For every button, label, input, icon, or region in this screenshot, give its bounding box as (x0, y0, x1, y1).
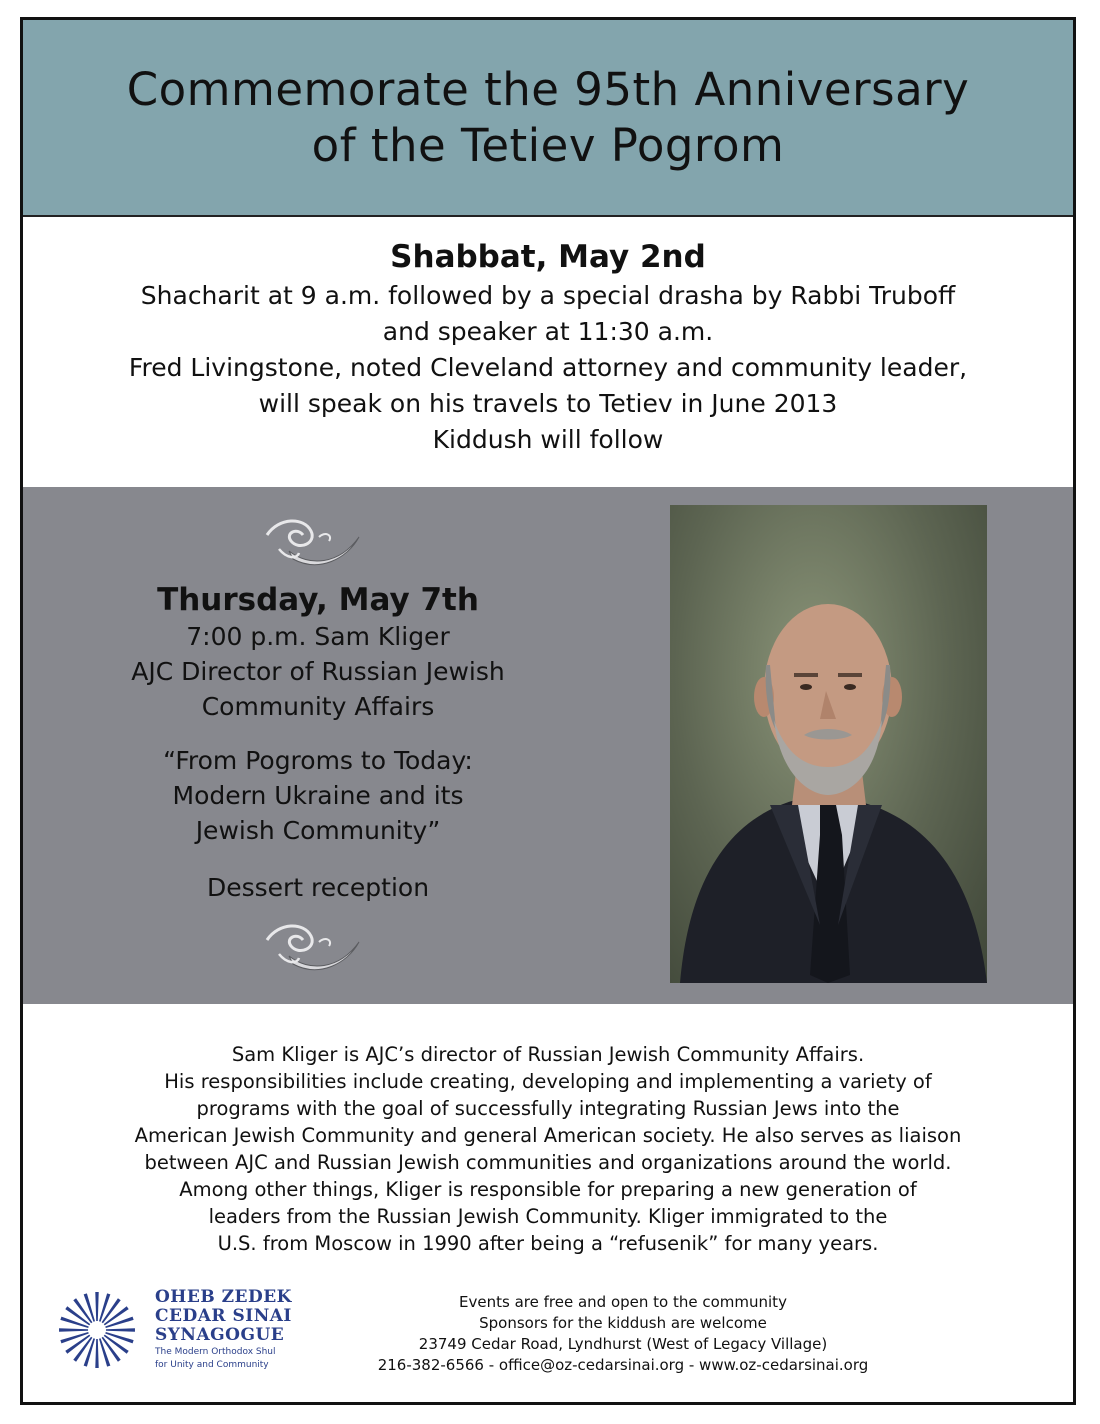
footer-line-2: Sponsors for the kiddush are welcome (479, 1314, 767, 1332)
thursday-band (23, 487, 1073, 1004)
bio-section (23, 1041, 1073, 1257)
footer-info (313, 1292, 933, 1376)
shabbat-line-4: will speak on his travels to Tetiev in June 2013 (258, 389, 838, 418)
sunburst-ray (106, 1328, 135, 1331)
bio-line-6: Among other things, Kliger is responsible for preparing a new generation of (179, 1178, 917, 1201)
thursday-reception: Dessert reception (206, 873, 430, 902)
footer-line-1: Events are free and open to the community (459, 1293, 787, 1311)
bio-line-8: U.S. from Moscow in 1990 after being a “refusenik” for many years. (217, 1232, 879, 1255)
sunburst-ray (105, 1317, 133, 1328)
sunburst-ray (84, 1293, 95, 1321)
synagogue-logo (47, 1288, 297, 1370)
shabbat-date: Shabbat, May 2nd (390, 239, 706, 275)
logo-tagline-line-1: The Modern Orthodox Shul (155, 1347, 276, 1357)
thursday-talk-line-2: Modern Ukraine and its (172, 781, 464, 810)
speaker-portrait-photo (670, 505, 987, 983)
sunburst-ray (60, 1332, 88, 1343)
sunburst-ray (60, 1317, 88, 1328)
sunburst-ray (99, 1293, 110, 1321)
header-banner (23, 20, 1073, 217)
footer-line-3: 23749 Cedar Road, Lyndhurst (West of Legacy Village) (418, 1335, 828, 1353)
thursday-date (73, 581, 563, 619)
thursday-speaker-line-3: Community Affairs (201, 692, 435, 721)
shabbat-line-3: Fred Livingstone, noted Cleveland attorney and community leader, (128, 353, 968, 382)
header-title-line-1: Commemorate the 95th Anniversary (126, 62, 970, 116)
sunburst-logo-icon (47, 1288, 147, 1370)
logo-tagline-line-2: for Unity and Community (155, 1360, 269, 1370)
shabbat-line-5: Kiddush will follow (432, 425, 664, 454)
sunburst-ray (95, 1292, 98, 1321)
logo-name-line-3: SYNAGOGUE (155, 1325, 285, 1345)
shabbat-line-1: Shacharit at 9 a.m. followed by a special drasha by Rabbi Truboff (140, 281, 956, 310)
thursday-date-text: Thursday, May 7th (157, 582, 479, 618)
bio-line-5: between AJC and Russian Jewish communities and organizations around the world. (144, 1151, 952, 1174)
thursday-speaker-line-2: AJC Director of Russian Jewish (131, 657, 505, 686)
shabbat-section (23, 238, 1073, 458)
bio-line-4: American Jewish Community and general American society. He also serves as liaison (134, 1124, 962, 1147)
sunburst-ray (99, 1338, 110, 1366)
sunburst-ray (105, 1332, 133, 1343)
bio-line-3: programs with the goal of successfully integrating Russian Jews into the (196, 1097, 900, 1120)
thursday-talk-line-3: Jewish Community” (195, 816, 441, 845)
bio-line-1: Sam Kliger is AJC’s director of Russian Jewish Community Affairs. (231, 1043, 865, 1066)
bio-line-7: leaders from the Russian Jewish Community. Kliger immigrated to the (208, 1205, 888, 1228)
thursday-speaker-line-1: 7:00 p.m. Sam Kliger (186, 622, 450, 651)
thursday-talk-line-1: “From Pogroms to Today: (163, 746, 473, 775)
scroll-ornament-icon (259, 912, 369, 982)
sunburst-ray (84, 1338, 95, 1366)
thursday-talk-block (73, 743, 563, 848)
thursday-speaker-block (73, 619, 563, 724)
footer-contact-line: 216-382-6566 - office@oz-cedarsinai.org - www.oz-cedarsinai.org (377, 1356, 869, 1374)
bio-line-2: His responsibilities include creating, developing and implementing a variety of (164, 1070, 932, 1093)
shabbat-line-2: and speaker at 11:30 a.m. (382, 317, 714, 346)
scroll-ornament-icon (259, 507, 369, 577)
logo-name-line-1: OHEB ZEDEK (155, 1287, 292, 1307)
thursday-reception-block (73, 870, 563, 905)
portrait-illustration (670, 505, 987, 983)
logo-name-line-2: CEDAR SINAI (155, 1306, 292, 1326)
sunburst-ray (95, 1339, 98, 1368)
flyer-frame (20, 17, 1076, 1405)
header-title-line-2: of the Tetiev Pogrom (311, 118, 785, 172)
sunburst-ray (59, 1328, 88, 1331)
logo-text (155, 1288, 292, 1371)
